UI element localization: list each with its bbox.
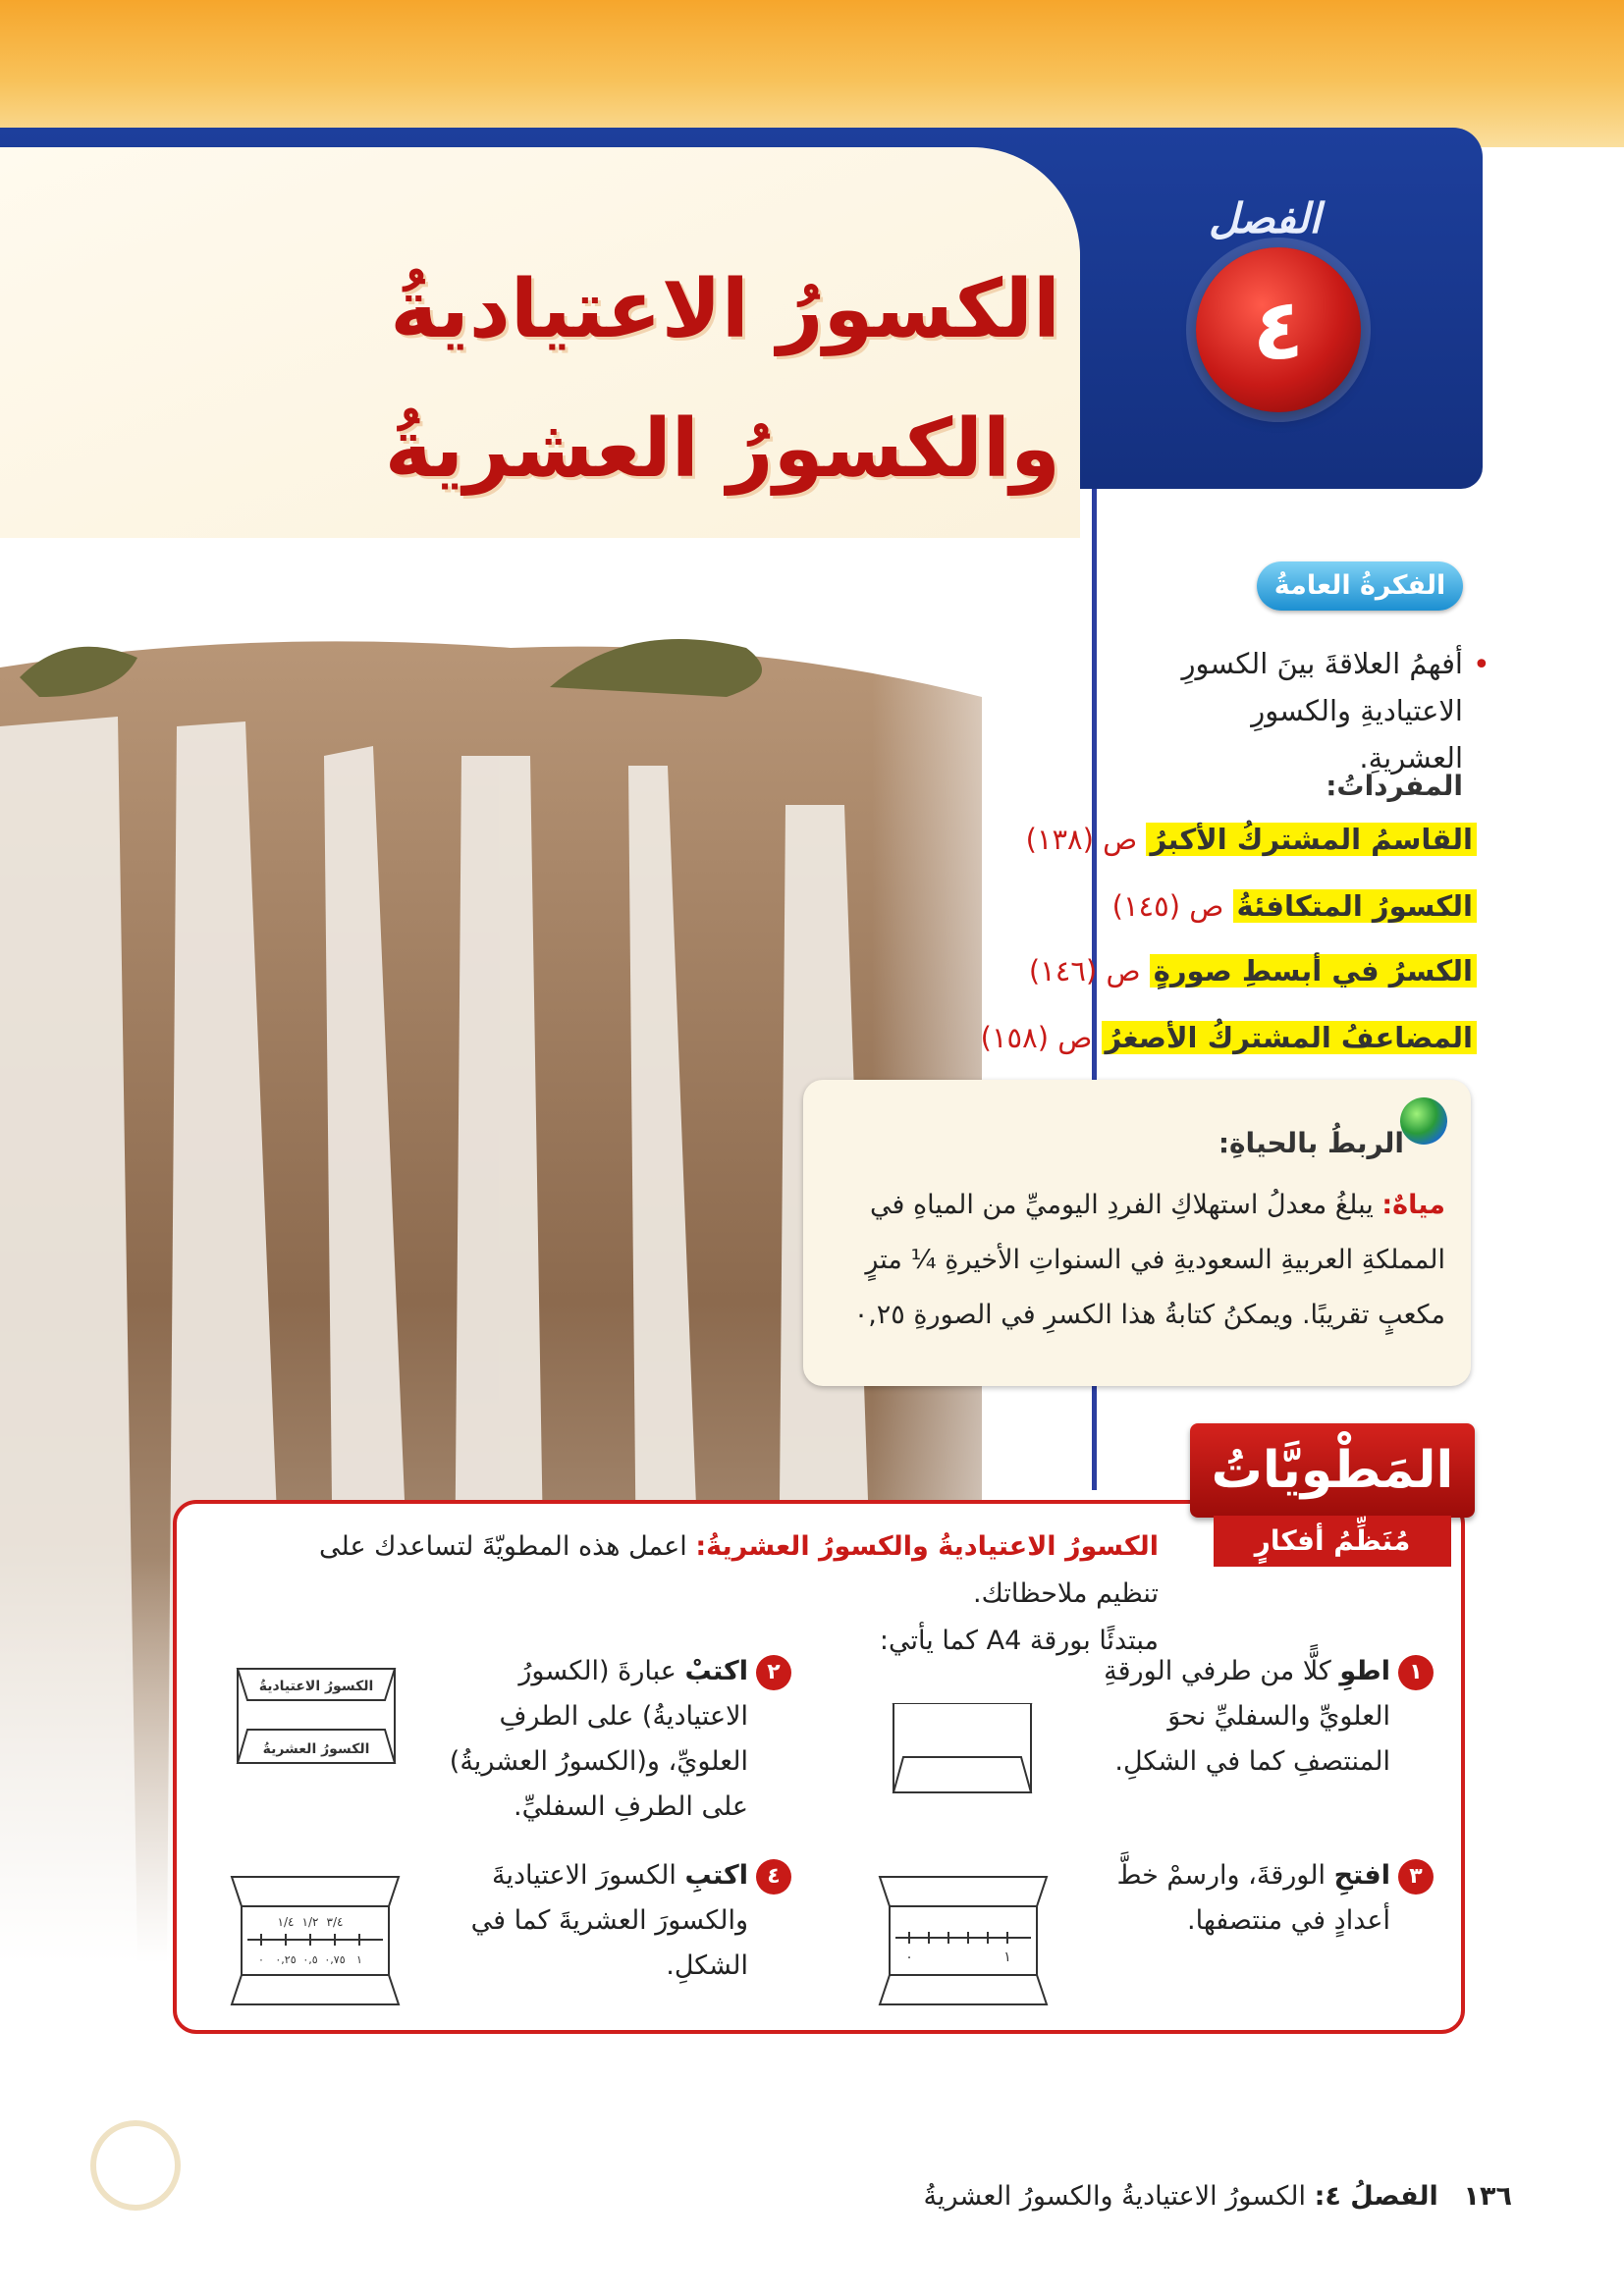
fold-diagram-2 <box>228 1655 405 1777</box>
vocabulary-term: الكسورُ المتكافئةُ <box>1233 889 1477 923</box>
fold-diagram-3 <box>870 1867 1056 2014</box>
foldables-intro <box>255 1523 1159 1665</box>
numline-decimal: ٠,٥ <box>302 1953 318 1966</box>
foldables-badge: المَطْويَّاتُ <box>1190 1423 1475 1518</box>
watermark-logo-icon <box>90 2120 181 2211</box>
chapter-number-badge: ٤ <box>1196 247 1361 412</box>
step-text <box>422 1853 748 1989</box>
vocabulary-item <box>907 817 1477 862</box>
vocabulary-term: القاسمُ المشتركُ الأكبرُ <box>1146 823 1477 856</box>
foldables-intro-text: اعمل هذه المطويّةَ لتساعدك على تنظيم ملاحظاتك. <box>319 1531 1159 1609</box>
chapter-title-line-1: الكسورُ الاعتياديةُ <box>390 263 1060 356</box>
vocabulary-item <box>907 1015 1477 1060</box>
chapter-label: الفصل <box>1209 194 1321 242</box>
big-idea-pill: الفكرةُ العامةُ <box>1257 561 1463 611</box>
real-world-title: الربطُ بالحياةِ: <box>1218 1127 1404 1159</box>
foldables-subtitle: مُنَظِّمُ أفكارٍ <box>1214 1516 1451 1567</box>
step-body: الورقةَ، وارسمْ خطَّ أعدادٍ في منتصفها. <box>1116 1860 1390 1936</box>
step-number: ٢ <box>756 1655 791 1690</box>
step-body: الكسورَ الاعتياديةَ والكسورَ العشريةَ كما في الشكلِ. <box>470 1860 748 1981</box>
vocabulary-page: ص (١٤٥) <box>1111 889 1224 923</box>
step-body: كلًّا من طرفي الورقةِ العلويِّ والسفليِّ نحوَ المنتصفِ كما في الشكلِ. <box>1104 1656 1390 1777</box>
fold-diagram-1 <box>874 1684 1051 1806</box>
globe-icon <box>1400 1097 1447 1145</box>
vocabulary-title: المفرداتُ: <box>1326 770 1463 802</box>
vocabulary-term: الكسرُ في أبسطِ صورةٍ <box>1150 954 1477 988</box>
footer-title: الكسورُ الاعتياديةُ والكسورُ العشريةُ <box>923 2181 1306 2212</box>
step-number: ٤ <box>756 1859 791 1895</box>
vocabulary-item <box>907 948 1477 993</box>
foldables-intro-start: مبتدئًا بورقة A4 كما يأتي: <box>879 1626 1159 1656</box>
vocabulary-page: ص (١٥٨) <box>980 1021 1093 1054</box>
step-verb: اكتبِ <box>684 1860 748 1891</box>
numline-fraction: ٣/٤ <box>326 1915 344 1929</box>
footer-chapter: الفصلُ ٤: <box>1314 2181 1438 2212</box>
bullet-icon: • <box>1473 648 1490 682</box>
vocabulary-page: ص (١٤٦) <box>1028 954 1141 988</box>
fold-diagram-4 <box>222 1867 408 2014</box>
step-text <box>422 1649 748 1830</box>
numline-fraction: ١/٢ <box>301 1915 319 1929</box>
chapter-title-line-2: والكسورُ العشريةُ <box>384 402 1060 496</box>
numline-start: ٠ <box>905 1949 913 1965</box>
step-verb: افتحِ <box>1333 1860 1390 1891</box>
top-orange-band <box>0 0 1624 147</box>
numline-decimal: ٠,٧٥ <box>324 1953 346 1966</box>
step-body: عبارةَ (الكسورُ الاعتياديةُ) على الطرفِ العلويِّ، و(الكسورُ العشريةُ) على الطرفِ السفليِّ. <box>449 1656 748 1822</box>
step-text <box>1080 1649 1390 1785</box>
step-number: ١ <box>1398 1655 1434 1690</box>
vocabulary-item <box>907 883 1477 929</box>
step-verb: اطوِ <box>1339 1656 1390 1686</box>
fold-bottom-label: الكسورُ العشريةُ <box>262 1741 370 1757</box>
vocabulary-term: المضاعفُ المشتركُ الأصغرُ <box>1102 1021 1477 1054</box>
vocabulary-page: ص (١٣٨) <box>1025 823 1138 856</box>
step-number: ٣ <box>1398 1859 1434 1895</box>
numline-decimal: ٠ <box>258 1953 264 1966</box>
numline-fraction: ١/٤ <box>277 1915 295 1929</box>
numline-end: ١ <box>1003 1949 1011 1965</box>
step-text <box>1080 1853 1390 1944</box>
fold-top-label: الكسورُ الاعتياديةُ <box>258 1679 374 1694</box>
big-idea-text: أفهمُ العلاقةَ بينَ الكسورِ الاعتياديةِ والكسورِ العشريةِ. <box>1181 647 1463 774</box>
page-footer <box>923 2181 1512 2212</box>
foldables-intro-title: الكسورُ الاعتياديةُ والكسورُ العشريةُ: <box>695 1531 1159 1562</box>
page-number: ١٣٦ <box>1463 2181 1512 2212</box>
numline-decimal: ١ <box>356 1953 362 1966</box>
real-world-text <box>827 1178 1445 1343</box>
real-world-lead: مياهٌ: <box>1381 1190 1445 1220</box>
real-world-body: يبلغُ معدلُ استهلاكِ الفردِ اليوميِّ من المياهِ في المملكةِ العربيةِ السعوديةِ في السنواتِ الأخيرةِ ¼ مترٍ مكعبٍ تقريبًا. ويمكنُ كتابةُ هذا الكسرِ في الصورةِ ٠,٢٥ <box>853 1190 1445 1330</box>
step-verb: اكتبْ <box>684 1656 748 1686</box>
numline-decimal: ٠,٢٥ <box>275 1953 297 1966</box>
